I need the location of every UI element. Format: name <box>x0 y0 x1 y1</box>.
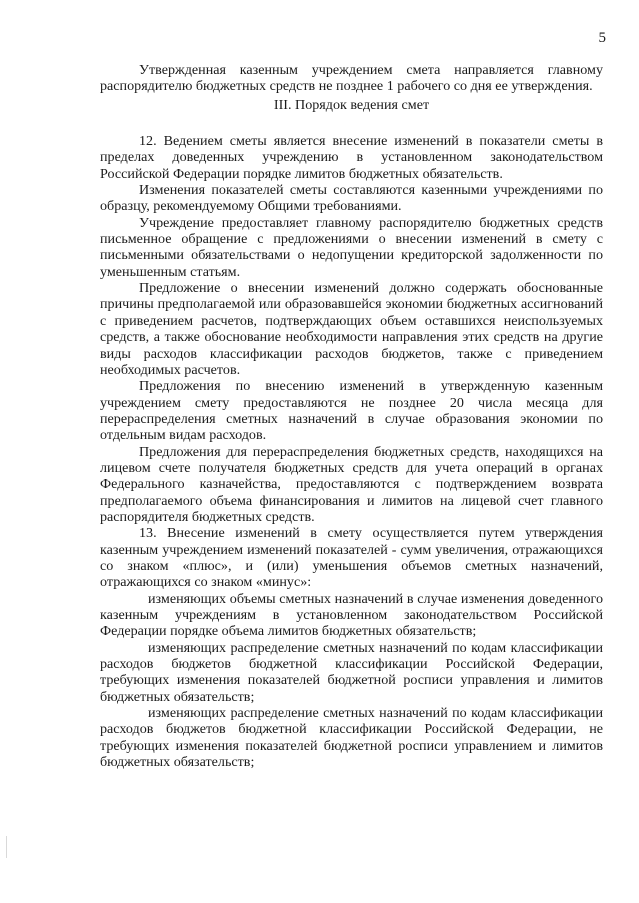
scan-artifact <box>6 836 7 858</box>
paragraph-proposal-content: Предложение о внесении изменений должно содержать обоснованные причины предполагаемой или образовавшейся экономии бюджетных ассигнований с приведением расчетов, подтверждающих объем оставшихся неиспользуемых средств, а также обоснование необходимости направления этих средств на другие виды расходов классификации расходов бюджетов, также с приведением необходимых расчетов. <box>100 280 603 378</box>
paragraph-institution-request: Учреждение предоставляет главному распорядителю бюджетных средств письменное обращение с предложениями о внесении изменений в смету с письменными обязательствами о недопущении кредиторской задолженности по уменьшенным статьям. <box>100 214 603 280</box>
list-item: изменяющих распределение сметных назначений по кодам классификации расходов бюджетов бюджетной классификации Российской Федерации, требующих изменения показателей бюджетной росписи управления и лимитов бюджетных обязательств; <box>100 639 603 705</box>
paragraph-redistribution: Предложения для перераспределения бюджетных средств, находящихся на лицевом счете получателя бюджетных средств для учета операций в органах Федерального казначейства, предоставляются с подтверждением возврата предполагаемого объема финансирования и лимитов на лицевой счет главного распорядителя бюджетных средств. <box>100 443 603 525</box>
paragraph-13: 13. Внесение изменений в смету осуществляется путем утверждения казенным учреждением изменений показателей - сумм увеличения, отражающихся со знаком «плюс», и (или) уменьшения объемов сметных назначений, отражающихся со знаком «минус»: <box>100 525 603 591</box>
list-item: изменяющих распределение сметных назначений по кодам классификации расходов бюджетов бюджетной классификации Российской Федерации, не требующих изменения показателей бюджетной росписи управлением и лимитов бюджетных обязательств; <box>100 705 603 771</box>
paragraph-changes-form: Изменения показателей сметы составляются казенными учреждениями по образцу, рекомендуемому Общими требованиями. <box>100 182 603 215</box>
list-item: изменяющих объемы сметных назначений в случае изменения доведенного казенным учреждениям в установленном законодательством Российской Федерации порядке объема лимитов бюджетных обязательств; <box>100 590 603 640</box>
section-heading: III. Порядок ведения смет <box>273 96 430 113</box>
document-body <box>100 62 603 770</box>
paragraph-12: 12. Ведением сметы является внесение изменений в показатели сметы в пределах доведенных учреждению в установленном законодательством Российской Федерации порядке лимитов бюджетных обязательств. <box>100 133 603 182</box>
page-number: 5 <box>598 30 606 46</box>
paragraph-proposal-deadline: Предложения по внесению изменений в утвержденную казенным учреждением смету предоставляются не позднее 20 числа месяца для перераспределения сметных назначений в случае образования экономии по отдельным видам расходов. <box>100 378 603 444</box>
intro-paragraph: Утвержденная казенным учреждением смета направляется главному распорядителю бюджетных средств не позднее 1 рабочего со дня ее утверждения. <box>100 62 603 95</box>
